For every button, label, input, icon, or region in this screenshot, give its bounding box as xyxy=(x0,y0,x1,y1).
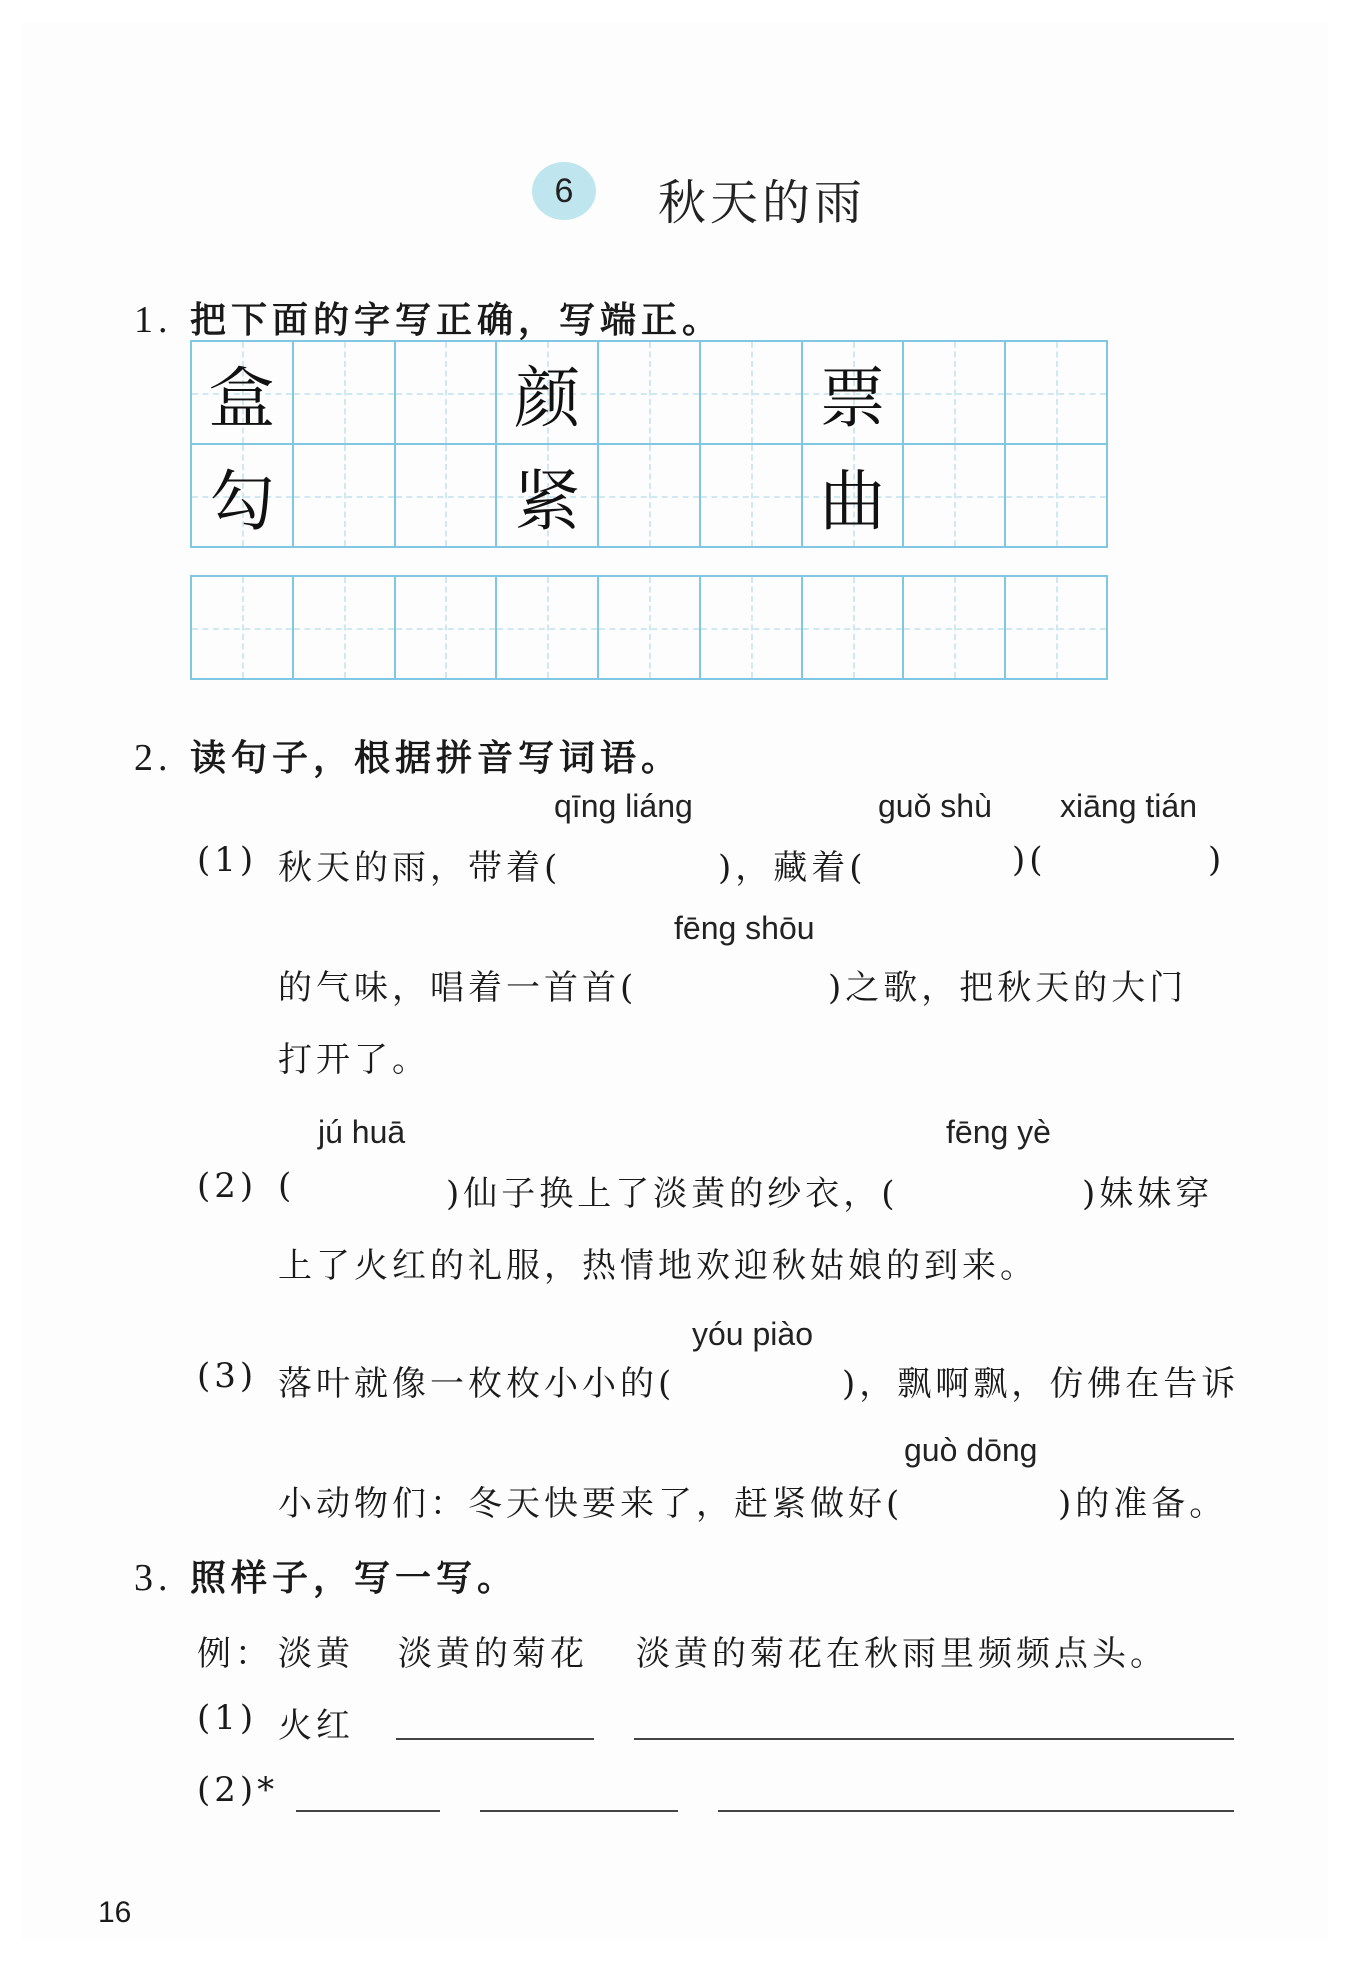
model-character xyxy=(294,342,394,443)
answer-line-2b[interactable] xyxy=(480,1810,678,1812)
model-character xyxy=(1006,445,1106,546)
grid-cell[interactable] xyxy=(902,575,1006,680)
grid-cell[interactable] xyxy=(699,340,803,445)
grid-cell[interactable] xyxy=(394,443,498,548)
s2-text-b: )仙子换上了淡黄的纱衣，( xyxy=(446,1174,899,1214)
pinyin-fengshou: fēng shōu xyxy=(674,910,815,946)
s1-line3: 打开了。 xyxy=(278,1040,430,1080)
lesson-title: 秋天的雨 xyxy=(658,175,867,231)
model-character xyxy=(1006,342,1106,443)
model-character xyxy=(701,445,801,546)
grid-cell[interactable] xyxy=(292,575,396,680)
s3-text-a: 落叶就像一枚枚小小的( xyxy=(278,1364,676,1404)
item1-label: (1) xyxy=(197,1698,258,1738)
s2-line2: 上了火红的礼服，热情地欢迎秋姑娘的到来。 xyxy=(278,1246,1038,1286)
model-character: 勾 xyxy=(208,463,275,540)
pinyin-juhua: jú huā xyxy=(318,1114,406,1150)
model-character xyxy=(396,342,496,443)
grid-cell[interactable] xyxy=(597,443,701,548)
s1-line2-a: 的气味，唱着一首首( xyxy=(278,968,638,1008)
s3-line2-b: )的准备。 xyxy=(1058,1484,1228,1524)
pinyin-guoshu: guǒ shù xyxy=(878,788,992,824)
grid-cell[interactable] xyxy=(190,340,294,445)
s1-line2-b: )之歌，把秋天的大门 xyxy=(828,968,1188,1008)
grid-cell[interactable] xyxy=(292,443,396,548)
practice-grid-1 xyxy=(190,340,1106,546)
grid-cell[interactable] xyxy=(902,443,1006,548)
model-character: 曲 xyxy=(819,463,886,540)
grid-cell[interactable] xyxy=(597,575,701,680)
item1-word: 火红 xyxy=(278,1706,354,1746)
q2-heading: 2. 读句子，根据拼音写词语。 xyxy=(134,737,683,779)
grid-cell[interactable] xyxy=(902,340,1006,445)
example-sentence: 淡黄的菊花在秋雨里频频点头。 xyxy=(636,1634,1168,1674)
grid-cell[interactable] xyxy=(1004,340,1108,445)
lesson-number-badge: 6 xyxy=(532,162,596,220)
pinyin-fengye: fēng yè xyxy=(946,1114,1051,1150)
pinyin-xiangtian: xiāng tián xyxy=(1060,788,1197,824)
grid-cell[interactable] xyxy=(394,575,498,680)
grid-cell[interactable] xyxy=(1004,575,1108,680)
model-character: 紧 xyxy=(514,463,581,540)
s1-text-d: ) xyxy=(1208,840,1226,880)
model-character: 盒 xyxy=(208,360,275,437)
model-character xyxy=(599,342,699,443)
s3-label: (3) xyxy=(197,1356,258,1396)
grid-cell[interactable] xyxy=(292,340,396,445)
grid-cell[interactable] xyxy=(190,575,294,680)
s3-text-b: )，飘啊飘，仿佛在告诉 xyxy=(842,1364,1240,1404)
grid-cell[interactable] xyxy=(801,443,905,548)
example-phrase: 淡黄的菊花 xyxy=(398,1634,588,1674)
pinyin-qingliang: qīng liáng xyxy=(554,788,693,824)
grid-cell[interactable] xyxy=(699,575,803,680)
s1-text-b: )，藏着( xyxy=(718,848,867,888)
pinyin-guodong: guò dōng xyxy=(904,1432,1038,1468)
model-character xyxy=(701,342,801,443)
model-character: 颜 xyxy=(514,360,581,437)
pinyin-youpiao: yóu piào xyxy=(692,1316,813,1352)
q3-heading: 3. 照样子，写一写。 xyxy=(134,1557,519,1599)
grid-cell[interactable] xyxy=(495,340,599,445)
grid-cell[interactable] xyxy=(495,575,599,680)
page-number: 16 xyxy=(98,1896,132,1929)
grid-cell[interactable] xyxy=(1004,443,1108,548)
model-character xyxy=(294,445,394,546)
answer-line-1a[interactable] xyxy=(396,1738,594,1740)
model-character xyxy=(904,445,1004,546)
grid-cell[interactable] xyxy=(495,443,599,548)
q1-heading: 1. 把下面的字写正确，写端正。 xyxy=(134,299,724,341)
s1-text-c: )( xyxy=(1012,840,1047,880)
grid-cell[interactable] xyxy=(801,575,905,680)
grid-cell[interactable] xyxy=(394,340,498,445)
s3-line2-a: 小动物们：冬天快要来了，赶紧做好( xyxy=(278,1484,904,1524)
item2-label: (2)* xyxy=(197,1770,279,1810)
s2-text-c: )妹妹穿 xyxy=(1082,1174,1214,1214)
grid-cell[interactable] xyxy=(801,340,905,445)
workbook-page xyxy=(22,22,1328,1940)
practice-grid-2 xyxy=(190,575,1106,678)
s1-text-a: 秋天的雨，带着( xyxy=(278,848,562,888)
model-character: 票 xyxy=(819,360,886,437)
grid-cell[interactable] xyxy=(597,340,701,445)
s2-label: (2) xyxy=(197,1166,258,1206)
model-character xyxy=(396,445,496,546)
grid-cell[interactable] xyxy=(190,443,294,548)
answer-line-2c[interactable] xyxy=(718,1810,1234,1812)
model-character xyxy=(599,445,699,546)
example-word: 淡黄 xyxy=(278,1634,354,1674)
s2-text-a: ( xyxy=(278,1166,296,1206)
model-character xyxy=(904,342,1004,443)
answer-line-1b[interactable] xyxy=(634,1738,1234,1740)
s1-label: (1) xyxy=(197,840,258,880)
answer-line-2a[interactable] xyxy=(296,1810,440,1812)
example-label: 例： xyxy=(197,1634,273,1674)
grid-cell[interactable] xyxy=(699,443,803,548)
